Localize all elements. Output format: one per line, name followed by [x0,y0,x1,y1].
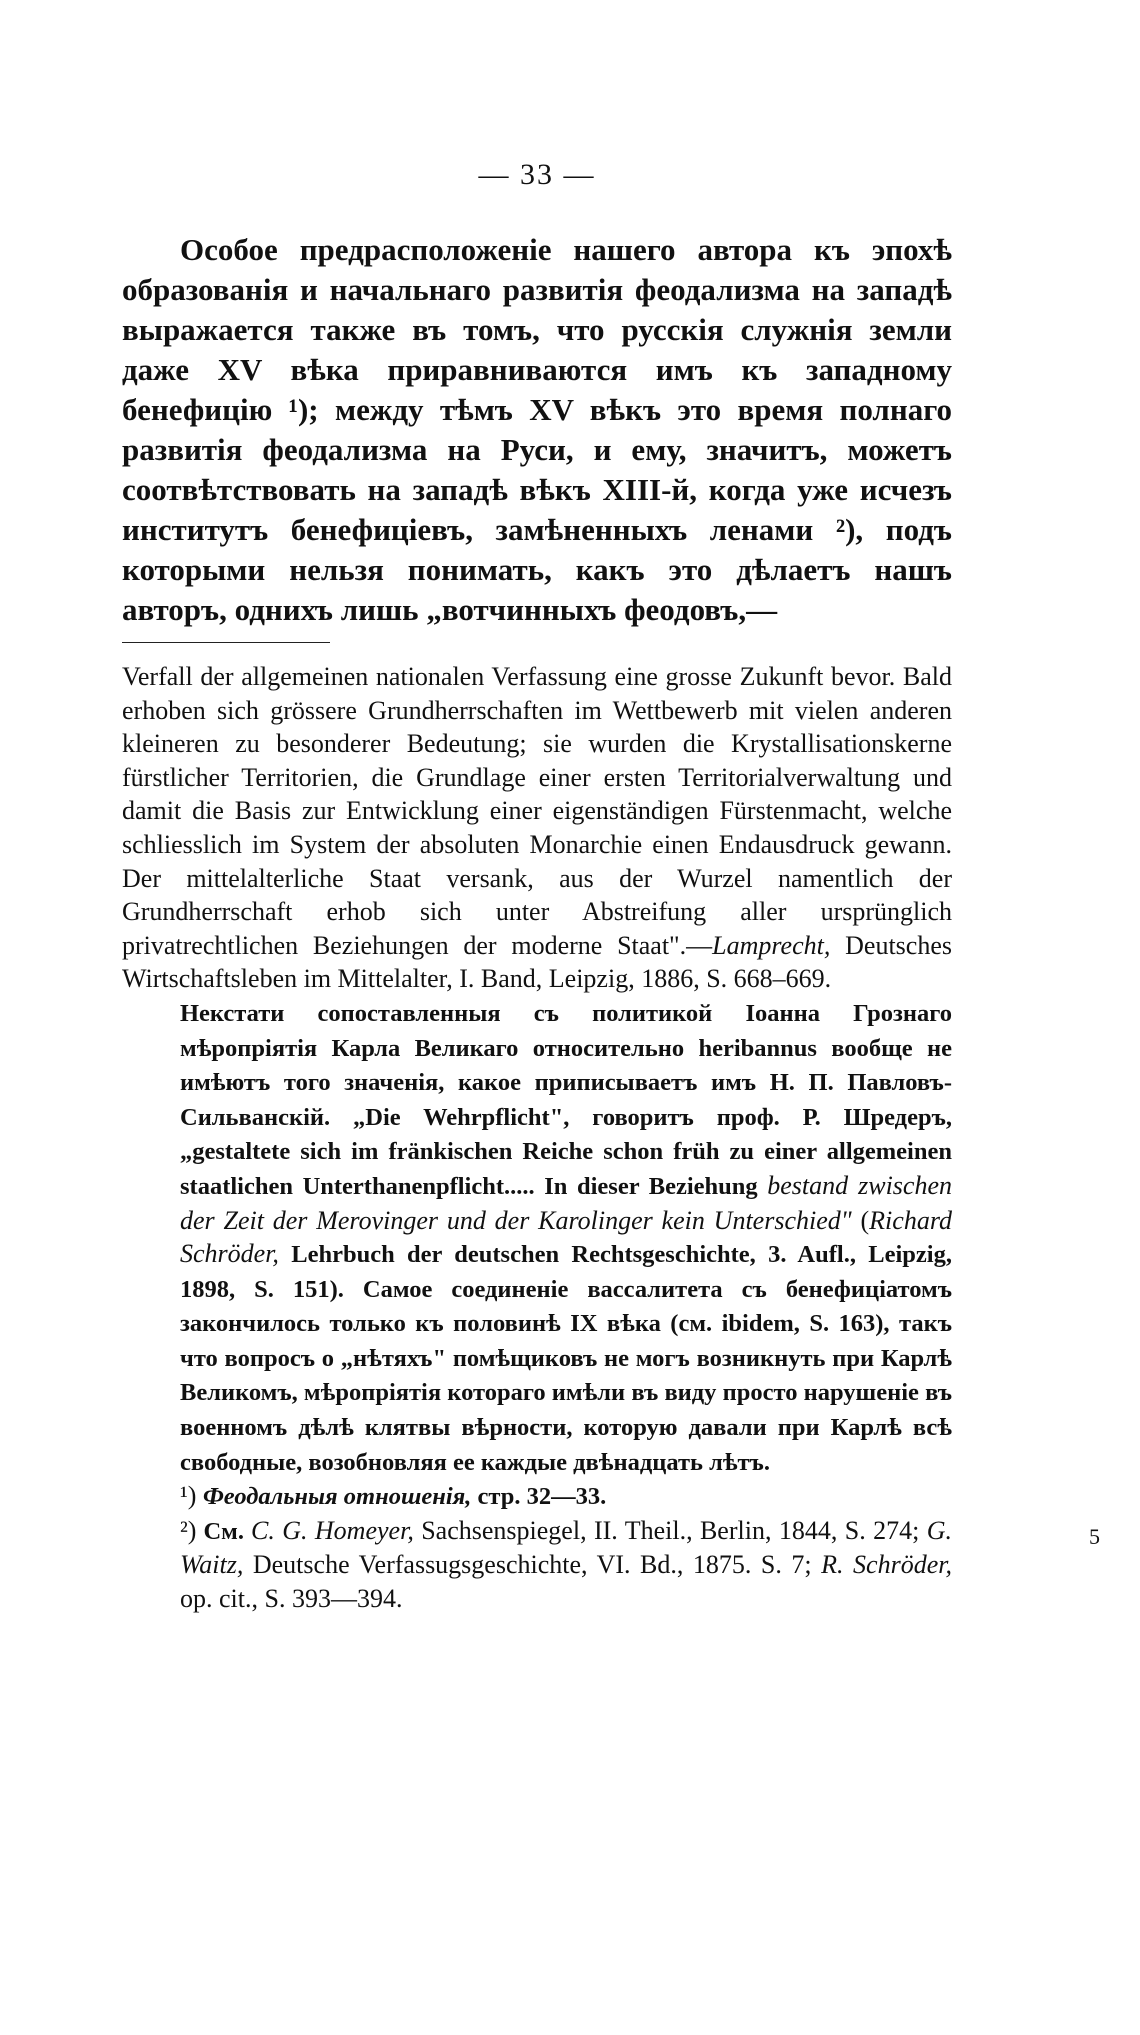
footnote-para2-text-a: Некстати сопоставленныя съ политикой Іоанна Грознаго мѣропріятія Карла Великаго относительно heribannus вообще не имѣютъ того значенія, какое приписываетъ имъ Н. П. Павловъ-Сильванскій. „Die Wehrpflicht", говоритъ проф. Р. Шредеръ, „gestaltete sich im fränkischen Reiche schon früh zu einer allgemeinen staatlichen Unterthanenpflicht..... In dieser Beziehung [180,999,952,1200]
footnote-citation: Deutsches Wirtschaftsleben im Mittelalter, I. Band, Leipzig, 1886, S. 668–669. [122,930,952,994]
footnote-1-pages: стр. 32—33. [471,1483,607,1511]
footnote-2-author-2: G. Waitz, [180,1515,952,1580]
signature-mark: 5 [1089,1524,1100,1549]
footnote-2-marker: ²) [180,1515,197,1545]
footnote-1 [122,1479,952,1514]
footnote-continuation [122,660,952,996]
main-paragraph [122,230,952,630]
footnote-2-see: См. [196,1517,251,1545]
footnote-2 [122,1514,952,1616]
footnote-para2-text-b: ( [851,1205,870,1235]
footnotes [122,660,952,1616]
footnote-para2-text-c: Lehrbuch der deutschen Rechtsgeschichte, 3. Aufl., Leipzig, 1898, S. 151). Самое соединеніе вассалитета съ бенефиціатомъ закончилось только къ половинѣ IX вѣка (см. ibidem, S. 163), такъ что вопросъ о „нѣтяхъ" помѣщиковъ не могъ возникнуть при Карлѣ Великомъ, мѣропріятія котораго имѣли въ виду просто нарушеніе въ военномъ дѣлѣ клятвы вѣрности, которую давали при Карлѣ всѣ свободные, возобновляя ее каждые двѣнадцать лѣтъ. [180,1241,952,1476]
footnote-2-text-c: Deutsche Verfassugsgeschichte, VI. Bd., 1875. S. 7; [243,1550,822,1580]
footnote-2-author-1: C. G. Homeyer, [251,1515,414,1545]
footnote-author: Lamprecht, [712,930,831,960]
footnote-rule [122,642,330,643]
page-number: — 33 — [478,158,596,191]
footnote-2-author-3: R. Schröder, [821,1550,952,1580]
main-paragraph-text: Особое предрасположеніе нашего автора къ эпохѣ образованія и начальнаго развитія феодализма на западѣ выражается также въ томъ, что русскія служнія земли даже XV вѣка приравниваются имъ къ западному бенефицію ¹); между тѣмъ XV вѣкъ это время полнаго развитія феодализма на Руси, и ему, значитъ, можетъ соотвѣтствовать на западѣ вѣкъ XIII-й, когда уже исчезъ институтъ бенефиціевъ, замѣненныхъ ленами ²), подъ которыми нельзя понимать, какъ это дѣлаетъ нашъ авторъ, однихъ лишь „вотчинныхъ феодовъ,— [122,232,952,627]
footnote-2-text-d: op. cit., S. 393—394. [180,1584,403,1614]
footnote-2-text-b: Sachsenspiegel, II. Theil., Berlin, 1844, S. 274; [413,1515,927,1545]
footnote-continuation-text: Verfall der allgemeinen nationalen Verfassung eine grosse Zukunft bevor. Bald erhoben sich grössere Grundherrschaften im Wettbewerb mit vielen anderen kleineren zu besonderer Bedeutung; sie wurden die Krystallisationskerne fürstlicher Territorien, die Grundlage einer ersten Territorialverwaltung und damit die Basis zur Entwicklung einer eigenständigen Fürstenmacht, welche schliesslich im System der absoluten Monarchie einen Endausdruck gewann. Der mittelalterliche Staat versank, aus der Wurzel namentlich der Grundherrschaft erhob sich unter Abstreifung aller ursprünglich privatrechtlichen Beziehungen der moderne Staat".— [122,662,952,960]
footnote-1-title: Феодальныя отношенія, [202,1483,472,1511]
footnote-1-marker: ¹) [180,1481,197,1511]
footnote-para2-italic: bestand zwischen der Zeit der Merovinger und der Karolinger kein Unterschied" [180,1170,952,1235]
footnote-paragraph-2 [122,996,952,1479]
footnote-para2-author: Richard Schröder, [180,1205,952,1269]
